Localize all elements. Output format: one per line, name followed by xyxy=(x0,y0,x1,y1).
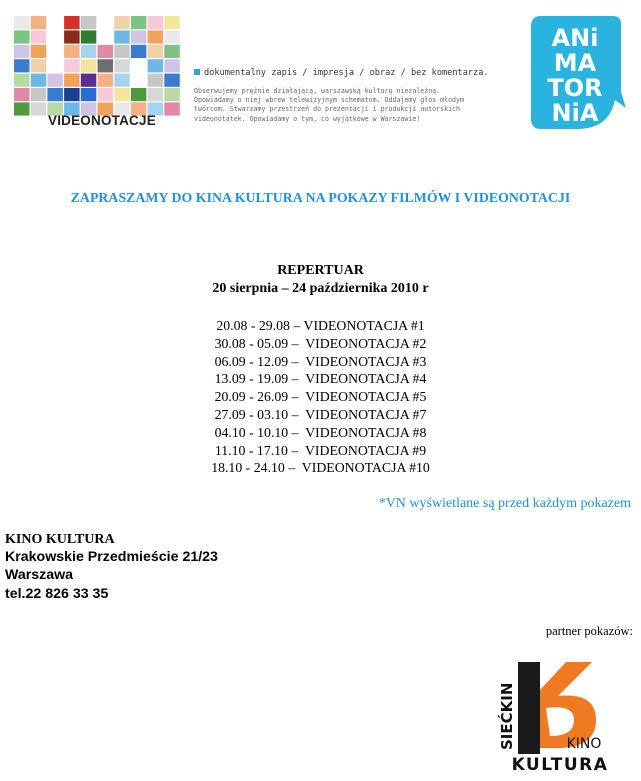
blurb-line: Obserwujemy prężnie działającą, warszawską kulturę niezależną. xyxy=(194,87,441,95)
invitation-headline: ZAPRASZAMY DO KINA KULTURA NA POKAZY FILMÓW I VIDEONOTACJI xyxy=(70,190,571,205)
mosaic-tile xyxy=(114,16,130,29)
schedule-item: 04.10 - 10.10 – VIDEONOTACJA #8 xyxy=(214,424,427,440)
mosaic-tile xyxy=(81,30,97,43)
mosaic-tile xyxy=(31,16,47,29)
tagline xyxy=(194,68,489,78)
schedule-item: 20.08 - 29.08 – VIDEONOTACJA #1 xyxy=(216,318,425,333)
mosaic-tile xyxy=(14,16,30,29)
mosaic-tile xyxy=(164,88,180,101)
mosaic-tile xyxy=(148,74,164,87)
mosaic-tile xyxy=(148,88,164,101)
mosaic-tile xyxy=(131,45,147,58)
mosaic-tile xyxy=(14,45,30,58)
schedule-item: 13.09 - 19.09 – VIDEONOTACJA #4 xyxy=(214,371,427,387)
schedule-item: 30.08 - 05.09 – VIDEONOTACJA #2 xyxy=(214,335,427,351)
repertuar-dates: 20 sierpnia – 24 października 2010 r xyxy=(212,281,429,296)
animatornia-logo xyxy=(527,14,627,132)
mosaic-tile xyxy=(47,74,63,87)
kino-kultura-logo xyxy=(496,650,620,772)
mosaic-tile xyxy=(148,45,164,58)
kino-kultura-emblem-shadow xyxy=(518,662,540,754)
schedule-item: 27.09 - 03.10 – VIDEONOTACJA #7 xyxy=(214,406,427,422)
mosaic-tile xyxy=(114,45,130,58)
blurb-line: twórcom. Stwarzamy przestrzeń do prezentacji i produkcji autorskich xyxy=(194,105,460,114)
mosaic-tile xyxy=(64,59,80,72)
venue-city: Warszawa xyxy=(5,567,74,583)
animatornia-line-3: TOR xyxy=(547,74,603,102)
schedule-item: 18.10 - 24.10 – VIDEONOTACJA #10 xyxy=(211,460,430,476)
mosaic-tile xyxy=(114,30,130,43)
screening-note: *VN wyświetlane są przed każdym pokazem xyxy=(378,496,631,511)
mosaic-tile xyxy=(114,59,130,72)
mosaic-tile xyxy=(14,88,30,101)
mosaic-tile xyxy=(164,59,180,72)
sieckin-vertical-text: SIEĆKIN xyxy=(498,682,516,750)
mosaic-tile xyxy=(14,30,30,43)
blurb-line: Opowiadamy o niej wbrew telewizyjnym schematom. Oddajemy głos młodym xyxy=(194,96,464,105)
mosaic-tile xyxy=(64,88,80,101)
animatornia-line-1: ANi xyxy=(551,24,599,52)
about-blurb xyxy=(194,87,514,124)
mosaic-tile xyxy=(64,16,80,29)
mosaic-tile xyxy=(81,59,97,72)
mosaic-tile xyxy=(164,102,180,115)
mosaic-tile xyxy=(131,16,147,29)
mosaic-tile xyxy=(98,45,114,58)
venue-name: KINO KULTURA xyxy=(5,532,115,547)
blurb-line: videonotatek. Opowiadamy o tym, co wyjątkowe w Warszawie! xyxy=(194,114,421,123)
mosaic-tile xyxy=(14,59,30,72)
schedule-item: 06.09 - 12.09 – VIDEONOTACJA #3 xyxy=(214,353,427,369)
mosaic-tile xyxy=(81,88,97,101)
mosaic-tile xyxy=(164,74,180,87)
mosaic-tile xyxy=(14,74,30,87)
schedule-list xyxy=(0,317,641,477)
schedule-item: 11.10 - 17.10 – VIDEONOTACJA #9 xyxy=(214,442,427,458)
mosaic-tile xyxy=(114,88,130,101)
animatornia-line-2: MA xyxy=(553,49,597,77)
mosaic-tile xyxy=(148,16,164,29)
mosaic-tile xyxy=(31,74,47,87)
kino-text: KINO xyxy=(566,736,602,752)
mosaic-tile xyxy=(31,45,47,58)
mosaic-tile xyxy=(114,74,130,87)
tagline-text: dokumentalny zapis / impresja / obraz / bez komentarza. xyxy=(204,68,489,78)
mosaic-tile xyxy=(31,102,47,115)
mosaic-tile xyxy=(31,88,47,101)
mosaic-tile xyxy=(14,102,30,115)
mosaic-tile xyxy=(64,74,80,87)
mosaic-tile xyxy=(81,16,97,29)
videonotacje-logo-text: VIDEONOTACJE xyxy=(48,113,156,128)
venue-phone: tel.22 826 33 35 xyxy=(5,586,109,602)
mosaic-tile xyxy=(47,88,63,101)
mosaic-tile xyxy=(164,30,180,43)
mosaic-tile xyxy=(148,59,164,72)
mosaic-tile xyxy=(64,30,80,43)
mosaic-tile xyxy=(131,30,147,43)
mosaic-tile xyxy=(131,88,147,101)
mosaic-tile xyxy=(81,45,97,58)
partner-label: partner pokazów: xyxy=(545,624,633,638)
mosaic-tile xyxy=(148,30,164,43)
animatornia-line-4: NiA xyxy=(551,99,599,127)
mosaic-tile xyxy=(64,45,80,58)
square-bullet-icon xyxy=(194,69,200,75)
repertuar-title: REPERTUAR xyxy=(277,263,364,278)
mosaic-tile xyxy=(81,74,97,87)
mosaic-tile xyxy=(164,45,180,58)
mosaic-tile xyxy=(31,30,47,43)
mosaic-tile xyxy=(98,88,114,101)
schedule-item: 20.09 - 26.09 – VIDEONOTACJA #5 xyxy=(214,389,427,405)
mosaic-tile xyxy=(31,59,47,72)
mosaic-tile xyxy=(98,59,114,72)
kultura-text: KULTURA xyxy=(511,755,609,772)
mosaic-tile xyxy=(164,16,180,29)
venue-street: Krakowskie Przedmieście 21/23 xyxy=(5,549,218,565)
mosaic-tile xyxy=(98,74,114,87)
